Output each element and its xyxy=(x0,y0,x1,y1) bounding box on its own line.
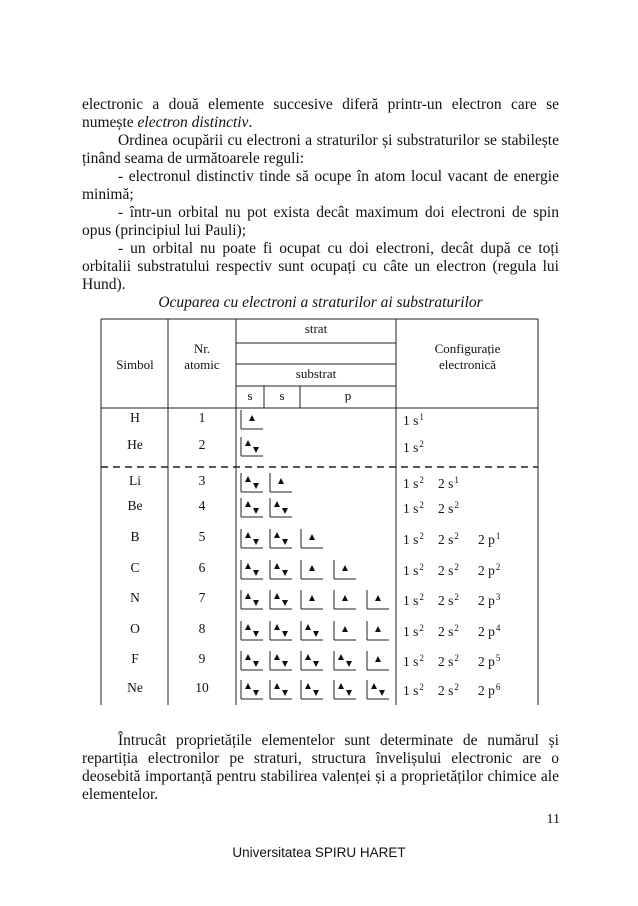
electron-spin-down-icon xyxy=(313,661,319,667)
element-symbol: Be xyxy=(127,498,143,513)
header-s2: s xyxy=(279,388,285,403)
atomic-number: 10 xyxy=(195,680,209,695)
electron-spin-down-icon xyxy=(282,508,288,514)
page-number: 11 xyxy=(546,812,560,827)
electron-spin-down-icon xyxy=(282,690,288,696)
electron-spin-up-icon xyxy=(342,626,348,632)
electron-spin-up-icon xyxy=(342,565,348,571)
electron-spin-down-icon xyxy=(346,690,352,696)
electron-spin-up-icon xyxy=(274,593,280,599)
electron-spin-down-icon xyxy=(253,539,259,545)
electron-count: 2 xyxy=(419,592,424,602)
electron-spin-up-icon xyxy=(274,563,280,569)
paragraph-conclusion: Întrucât proprietățile elementelor sunt determinate de numărul și repartiția electronilor pe straturi, structura învelișului electronic are o deosebită importanță pentru stabilirea valenței și a proprietăților chimice ale elementelor. xyxy=(82,732,559,803)
electron-count: 3 xyxy=(495,592,501,602)
electron-spin-down-icon xyxy=(282,631,288,637)
electron-count: 2 xyxy=(454,562,459,572)
electron-spin-down-icon xyxy=(253,508,259,514)
header-config-line1: Configurație xyxy=(434,341,501,356)
electron-spin-down-icon xyxy=(282,600,288,606)
electron-count: 6 xyxy=(495,682,501,692)
electron-count: 2 xyxy=(419,653,424,663)
atomic-number: 1 xyxy=(198,410,206,425)
electron-spin-up-icon xyxy=(305,624,311,630)
atomic-number: 8 xyxy=(198,621,206,636)
header-s1: s xyxy=(247,388,253,403)
electron-spin-down-icon xyxy=(379,690,385,696)
rule-minimum-energy: - electronul distinctiv tinde să ocupe în atom locul vacant de energie minimă; xyxy=(82,168,559,203)
electron-count: 5 xyxy=(495,653,501,663)
electron-spin-up-icon xyxy=(309,534,315,540)
header-nr: Nr. xyxy=(193,341,211,356)
configuration-term: 2 $s^1$ xyxy=(438,475,459,491)
electron-spin-down-icon xyxy=(282,539,288,545)
electron-spin-up-icon xyxy=(245,563,251,569)
electron-count: 2 xyxy=(419,439,424,449)
electron-spin-down-icon xyxy=(253,483,259,489)
configuration-term: 2 $p^3$ xyxy=(478,592,501,608)
atomic-number: 2 xyxy=(198,437,206,452)
configuration-term: 1 $s^2$ xyxy=(403,475,424,491)
electron-spin-down-icon xyxy=(313,631,319,637)
electron-count: 2 xyxy=(419,562,424,572)
electron-spin-up-icon xyxy=(309,565,315,571)
configuration-term: 1 $s^2$ xyxy=(403,653,424,669)
configuration-term: 2 $p^4$ xyxy=(478,623,501,639)
electron-count: 2 xyxy=(419,623,424,633)
configuration-term: 1 $s^2$ xyxy=(403,500,424,516)
configuration-term: 2 $p^5$ xyxy=(478,653,501,669)
configuration-term: 1 $s^1$ xyxy=(403,412,424,428)
element-symbol: H xyxy=(130,410,140,425)
rule-hund: - un orbital nu poate fi ocupat cu doi electroni, decât după ce toți orbitalii substratului respectiv sunt ocupați cu câte un electron (regula lui Hund). xyxy=(82,240,559,293)
electron-spin-down-icon xyxy=(253,600,259,606)
electron-spin-up-icon xyxy=(305,683,311,689)
electron-spin-up-icon xyxy=(245,501,251,507)
configuration-term: 2 $p^6$ xyxy=(478,682,501,698)
electron-spin-up-icon xyxy=(338,654,344,660)
electron-count: 2 xyxy=(454,623,459,633)
electron-spin-up-icon xyxy=(245,593,251,599)
header-p: p xyxy=(344,388,352,403)
electron-spin-up-icon xyxy=(245,440,251,446)
intro-end: . xyxy=(248,114,253,131)
paragraph-rules-intro: Ordinea ocupării cu electroni a straturilor și substraturilor se stabilește ținând seama de următoarele reguli: xyxy=(82,132,559,167)
electron-count: 2 xyxy=(454,500,459,510)
configuration-term: 1 $s^2$ xyxy=(403,439,424,455)
atomic-number: 5 xyxy=(198,529,206,544)
configuration-term: 1 $s^2$ xyxy=(403,623,424,639)
electron-count: 1 xyxy=(495,531,501,541)
configuration-term: 1 $s^2$ xyxy=(403,531,424,547)
atomic-number: 3 xyxy=(198,473,206,488)
electron-count: 2 xyxy=(419,475,424,485)
atomic-number: 7 xyxy=(198,590,206,605)
atomic-number: 6 xyxy=(198,560,206,575)
configuration-term: 2 $p^1$ xyxy=(478,531,501,547)
configuration-term: 2 $s^2$ xyxy=(438,653,459,669)
configuration-term: 1 $s^2$ xyxy=(403,562,424,578)
electron-spin-up-icon xyxy=(274,654,280,660)
electron-spin-up-icon xyxy=(375,626,381,632)
configuration-term: 2 $s^2$ xyxy=(438,562,459,578)
electron-spin-up-icon xyxy=(278,478,284,484)
electron-spin-up-icon xyxy=(375,595,381,601)
electron-count: 4 xyxy=(495,623,501,633)
electron-count: 2 xyxy=(454,682,459,692)
electron-spin-up-icon xyxy=(274,624,280,630)
electron-count: 2 xyxy=(454,653,459,663)
element-symbol: He xyxy=(127,437,143,452)
electron-count: 2 xyxy=(454,531,459,541)
header-simbol: Simbol xyxy=(116,357,154,372)
electron-count: 2 xyxy=(495,562,501,572)
electron-spin-down-icon xyxy=(253,570,259,576)
element-symbol: B xyxy=(130,529,140,544)
intro-text: electronic a două elemente succesive diferă printr-un electron care se numește xyxy=(82,96,559,131)
term-electron-distinctiv: electron distinctiv xyxy=(137,114,249,131)
electron-spin-down-icon xyxy=(313,690,319,696)
electron-spin-up-icon xyxy=(245,624,251,630)
configuration-term: 2 $p^2$ xyxy=(478,562,501,578)
electron-count: 2 xyxy=(419,531,424,541)
electron-spin-up-icon xyxy=(338,683,344,689)
electron-spin-up-icon xyxy=(245,532,251,538)
configuration-term: 2 $s^2$ xyxy=(438,623,459,639)
element-symbol: N xyxy=(130,590,140,605)
configuration-term: 2 $s^2$ xyxy=(438,592,459,608)
electron-count: 1 xyxy=(419,412,424,422)
electron-spin-up-icon xyxy=(245,476,251,482)
electron-count: 2 xyxy=(454,592,459,602)
electron-spin-up-icon xyxy=(274,501,280,507)
header-atomic: atomic xyxy=(184,357,220,372)
electron-spin-down-icon xyxy=(282,661,288,667)
atomic-number: 4 xyxy=(198,498,206,513)
configuration-term: 2 $s^2$ xyxy=(438,531,459,547)
element-symbol: Li xyxy=(129,473,141,488)
electron-spin-down-icon xyxy=(253,447,259,453)
atomic-number: 9 xyxy=(198,651,206,666)
configuration-term: 2 $s^2$ xyxy=(438,500,459,516)
electron-count: 2 xyxy=(419,682,424,692)
electron-spin-down-icon xyxy=(282,570,288,576)
electron-count: 1 xyxy=(454,475,459,485)
electron-count: 2 xyxy=(419,500,424,510)
electron-spin-up-icon xyxy=(375,656,381,662)
electron-spin-up-icon xyxy=(245,683,251,689)
header-substrat: substrat xyxy=(295,366,337,381)
header-strat: strat xyxy=(304,321,328,336)
element-symbol: F xyxy=(131,651,139,666)
page-footer: Universitatea SPIRU HARET xyxy=(232,845,406,860)
element-symbol: O xyxy=(130,621,140,636)
electron-spin-up-icon xyxy=(305,654,311,660)
electron-spin-up-icon xyxy=(249,415,255,421)
table-caption: Ocuparea cu electroni a straturilor ai substraturilor xyxy=(158,294,483,311)
element-symbol: C xyxy=(130,560,140,575)
electron-spin-up-icon xyxy=(274,683,280,689)
electron-spin-up-icon xyxy=(245,654,251,660)
header-config-line2: electronică xyxy=(438,357,496,372)
electron-spin-up-icon xyxy=(309,595,315,601)
electron-spin-down-icon xyxy=(253,690,259,696)
configuration-term: 1 $s^2$ xyxy=(403,682,424,698)
electron-spin-up-icon xyxy=(342,595,348,601)
electron-spin-up-icon xyxy=(371,683,377,689)
element-symbol: Ne xyxy=(127,680,143,695)
rule-pauli: - într-un orbital nu pot exista decât maximum doi electroni de spin opus (principiul lui Pauli); xyxy=(82,204,559,239)
configuration-term: 1 $s^2$ xyxy=(403,592,424,608)
electron-spin-down-icon xyxy=(253,631,259,637)
electron-spin-down-icon xyxy=(253,661,259,667)
electron-spin-down-icon xyxy=(346,661,352,667)
configuration-term: 2 $s^2$ xyxy=(438,682,459,698)
electron-spin-up-icon xyxy=(274,532,280,538)
